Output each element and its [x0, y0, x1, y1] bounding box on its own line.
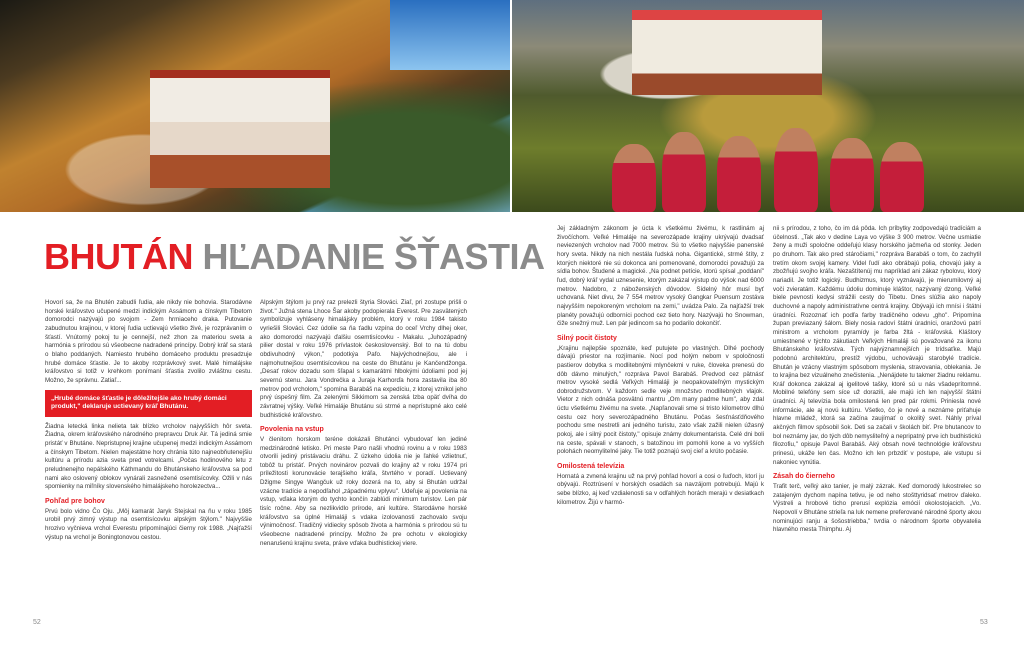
tigers-nest-monastery	[150, 70, 330, 188]
title-grey: HĽADANIE ŠŤASTIA	[202, 236, 545, 277]
monk	[830, 138, 874, 212]
paragraph: Alpským štýlom ju prvý raz prelezli štyria Slováci. Žiaľ, pri zostupe prišli o život." Južná stena Lhoce Šar akoby podopierala Everest. Pre zasvätených symbolizuje vyhláseny himalájsky problém, ktorý v roku 1984 takisto vyriešili Slováci. Cez údolie sa ňa ťadlu vzpína do oceľ Vrchy dlhej oker, ako domorodci nazývajú ďalšiu osemtisícovku - Makalu. „Juhozápadný pilier dostal v roku 1976 prívlastok československý. Bol to na tú dobu obdivuhodný výkon," podotkýa Pafo. Najvýchodnejšou, ale i najmohutnejšou osemtisícovkou na ceste do Bhutánu je Kančendžonga. „Desať rokov dozadu som šľapal s kamarátmi hlbokými údoliami pod jej severnú stenu. Jara Vondrečka a Juraja Karhorďa hora zastavila iba 80 metrov pod vrcholom," spomína Barabáš na expedíciu, z ktorej vznikol jeho prvý úspešný film. Za zelenými Sikkimom sa zenská Izba opäť dvíha do závratnej výšky. Veľké Himaláje Bhutánu sú strmé a neprístupné ako celé budhistické kráľovstvo.	[260, 299, 467, 419]
subheading: Silný pocit čistoty	[557, 334, 617, 342]
paragraph: „Krajinu najlepšie spoznáte, keď putujete po vlastných. Dlhé pochody dávajú priestor na rozjímanie. Nocí pod holým nebom v spoločnosti pastierov dobytka s modlitebnými mlynčekmi v ruke, človeka prenesú do dôb dávno minulých," rozpráva Pavol Barabáš. Predvod cez pätnásť metrov vysoké sedlá Veľkých Himaláji je neopakovateľným mystickým dobrodružstvom. V každom sedle veje množstvo modlitebných vlajok. Vietor z nich odnáša posvätnú mantru „Om many padme hum", aby zdal úctu všetkému živému na svete. „Napľanovali sme si tristo kilometrov dlhú cestu cez hory severozápadného Bhutánu. Počas šesťnásťdňového pochodu sme nestretli ani jedného turistu, zato však zažili nielen úžasný pokoj, ale i silný pocit čistoty," opisuje známy dokumentarista. Celé dni boli na ceste, spávali v stanoch, s batožinou im pomohli kone a vo vyšších polohách neomylitelné jaky. Tie totiž poznajú svoj cieľ a krúto počasie.	[557, 344, 764, 456]
monk	[612, 144, 656, 212]
subheading: Povolenia na vstup	[260, 426, 324, 434]
column-2	[260, 299, 467, 619]
paragraph: nii s prírodou, z toho, čo im dá pôda. Ich príbytky zodpovedajú tradíciám a účelnosti. „Tak ako v dedine Laya vo výške 3 900 metrov. Večne usmiatie ženy a muži spoločne oddeľujú klasy horského jačmeňa od stonky. Jeden po druhom. Tak ako pred stáročiami," rozpráva Barabáš o tom, čo zachytil tretím okom svojej kamery. Videl ľudí ako obrábajú polia, chovajú jaky a zbožňujú svojho kráľa. Nezaštítenúj mu napríklad ani zákaz rybolovu, ktorý nariadil. Je totiž logický. Budhizmus, ktorý vyznávajú, je mierumilovný aj voči zvieratám. Každému údoliu dominuje kláštor, nazývaný dzong. Veľké biele pevnosti kedysi strážili cesty do Tibetu. Dnes slúžia ako napoly duchovné a napoly administratívne centrá krajiny. Obývajú ich mnísi i štátni úradníci. Rozoznať ich podľa farby tradičného odevu „gho". Pripomína župan previazaný šálom. Biely nosia radoví štátni úradníci, oranžovú patrí ministrom a vrcholom pyramídy je farba žltá - kráľovská. Kláštory umiestnené v týchto zákutiach Veľkých Himaláji sú považované za ikonu Bhutánskeho kráľovstva. Tých najvýznamnejších je trídsaťke. Majú podobnú architektúru, prestíž výdobu, uchovávajú starobylé tradície. Bhután je vzácny vlastným spôsobom myslenia, stravovania, oblekania. Je to krajina bez vizuálneho znečistenia. „Nenájdete tu takmer žiadnu reklamu. Kráľ dokonca zakázal aj igelitové tašky, ktoré sú u nás všadeprítomné. Mobilné telefóny sem síce už dorazili, ale majú ich len najvyšší štátni úradníci. Aj televízia bola omilostená len pred pár rokmi. Priniesla nové informácie, ale aj novú kultúru. Všetko, čo je nové a neznáme priťahuje hlavne mládež, ktorá sa začína zaujímať o okolitý svet. Náhly príval akčných filmov spôsobil šok. Deti sa začali v školách biť. Pre bhutancov to bol neznámy jav, do tých dôb nemysliteľný a nepripatný prve ich budhistickú filozofiu," opisuje Pavol Barabáš. Aký obsah nové technológie kráľovstvu prinesú, ukáže len čas. Možno ich len prbzdiť v postupe, ale vstupu si nakoniec vynútia.	[773, 225, 981, 466]
monk	[717, 136, 761, 212]
sky	[390, 0, 510, 70]
monk	[880, 142, 924, 212]
column-1	[45, 299, 252, 619]
subheading: Pohľad pre bohov	[45, 498, 105, 505]
subheading: Zásah do čierneho	[773, 473, 835, 481]
paragraph: Hornatá a zvnená krajinu už na prvý pohľad hovorí a cosi o ľuďoch, ktorí ju obývajú. Roztrúsení v horských osadách sa navzájom potrebujú. Majú k sebe blízko, aj keď vzdialenosti sa v odľahlých horách merajú v desiatkach kilometrov. Žijú v harmó-	[557, 472, 764, 506]
monastery-cliff-photo	[0, 0, 510, 212]
paragraph: Jej základným zákonom je úcta k všetkému živému, k rastlinám aj živočíchom. Veľké Himaláje na severozápade krajiny ukrývajú dvadsať neviezených vrcholov nad 7000 metrov. Sú to všetko najvyššie panenské hory sveta. Nikdy na nich nestála ľudská noha. Gigantické, strmé štíty, z ktorých niektoré nie sú dokonca ani pomenované, domorodci považujú za sídla bohov. Študené a magické. „Na podnet petície, ktorú spísal „poddaní" ľud, dobrý kráľ vydal uznesenie, ktorým zakázal výstup do výšok nad 6000 metrov. Nadobro, z náboženských dôvodov. Sídelný hôr musí byť uchovaná. Niet divu, že 7 554 metrov vysoký Gangkar Puensum zostáva najvyšším nepokoreným vrcholom na zemi," uvádza Palo. Za najťažší trek planéty považujú odborníci pochod cez tieto hory. Nazývajú ho Snowman, čiže snežný muž. Len pár jedincom sa ho podarilo dokončiť.	[557, 225, 764, 328]
subheading: Omilostená televízia	[557, 463, 625, 471]
monk	[662, 132, 706, 212]
title-red: BHUTÁN	[44, 236, 193, 277]
monks-dzong-photo	[512, 0, 1024, 212]
page-number-right: 53	[980, 619, 988, 626]
column-4	[773, 225, 981, 619]
monk	[774, 128, 818, 212]
column-3	[557, 225, 764, 619]
paragraph: Prvú bolo vidno Čo Oju. „Môj kamarát Jaryk Stejskal na ňu v roku 1985 urobil prvý zimný výstup na osemtisícovku alpským štýlom." Najvyššie hrozivo vyčnieva vrchol Everestu pripomínajúci čierny rok 1988. „Najťažší výstup na vrchol je Boningtonovou cestou.	[45, 507, 252, 541]
article-title	[44, 236, 545, 278]
intro-paragraph: Hovorí sa, že na Bhutén zabudli ľudia, ale nikdy nie bohovia. Starodávne horské kráľovstvo učupené medzi indickým Assámom a čínskym Tibetom domorodci nazývajú po svojom - Zem hrmiaceho draka. Putovanie zabudnutou krajinou, v ktorej ľudia uctievajú všetko živé, je rozprávaním o šťastí. Vnútorný pokoj tu je cennejší, než zhon za materiou sveta a harmónia s prírodou sú všeobecne nadradené princípy. Dobrý kráľ sa stará o blaho poddaných. Namiesto hrubého domáceho produktu presadzuje hrubé domáce šťastie. Je to akoby rozprávkový svet. Malé himalájske kráľovstvo si totiž v krehkom ponímaní šťastia zvolilo zvláštnu cestu. Možno, že správnu. Zatiaľ...	[45, 299, 252, 384]
paragraph: V členitom horskom teréne dokázali Bhutánci vybudovať len jediné medzinárodné letisko. Pri meste Paro našli vhodnú rovinu a v roku 1983 otvorili jediný pristávaciu dráhu. Z úzkeho údolia nie je ľahké vzlietnuť, tobôž tu pristáť. Prvých novinárov pozvali do krajiny až v roku 1974 pri príležitosti korunovácie terajšieho kráľa, štvrtého v poradí. Uctievaný Džigme Singye Wangčuk už roky dozerá na to, aby si Bhután udržal vzácne tradície a nepodľahol „západnému vplyvu". Udeľuje aj povolenia na vstup, vďaka ktorým do tychto končín zablúdi minimum turistov. Len pár tisíc ročne. Aby sa nezlikvidlo prírode, ani kultúre. Starodávne horské kráľovstvo sa úplné Himaláji s vdaka izolovanosti zachovalo svoju výnimočnosť. Tradičný vidiecky spôsob života a harmónia s prírodou sú tu všeobecne nadradené princípy. Možno že pre ochotu v ekologicky nenarušenú krajinu sveta, práve vďaka budhistickej viere.	[260, 435, 467, 547]
page-number-left: 52	[33, 619, 41, 626]
paragraph: Žiadna letecká linka nelieta tak blízko vrcholov najvyšších hôr sveta. Žiadna, okrem kráľovského národného prepravcu Druk Air. Tá jediná smie pristáť v Bhutáne. Nepristupnej krajine učupenej medzi indickým Assámom a čínskym Tibetom. Nielen majestátne hory chránia túto najneobňutenejšiu kultúru a prírodu azia sveta pred votrelcami. „Počas hodinového letu z preludnenejho nepálského Káthmandu do Bhutánskeho kráľovstva sa pod nami ako oslovený oblokov vynárali zasnežené osemtisícovky. Ožili v nás spomienky na miľníky slovenského himalájskeho horolezectva...	[45, 422, 252, 491]
paragraph: Trafit terč, veľký ako tanier, je malý zázrak. Keď domorodý lukostrelec so zatajeným dychom napína tetivu, je od neho stošttyridsať metrov ďaleko. Výstreli a hrobové ticho prerusí explózia emócií okolostojacich. „Vo. Nepovolí v Bhutáne strieľa na luk nemene preferované národné športy akou nominujúci ranju a šošostriebba," tvrdia o národnom športe obyvatelia hlavného mesta Thimphu. Aj	[773, 483, 981, 534]
dzong-building	[632, 10, 822, 95]
pull-quote: „Hrubé domáce šťastie je dôležitejšie ako hrubý domáci produkt," deklaruje uctievaný kráľ Bhutánu.	[45, 390, 252, 417]
